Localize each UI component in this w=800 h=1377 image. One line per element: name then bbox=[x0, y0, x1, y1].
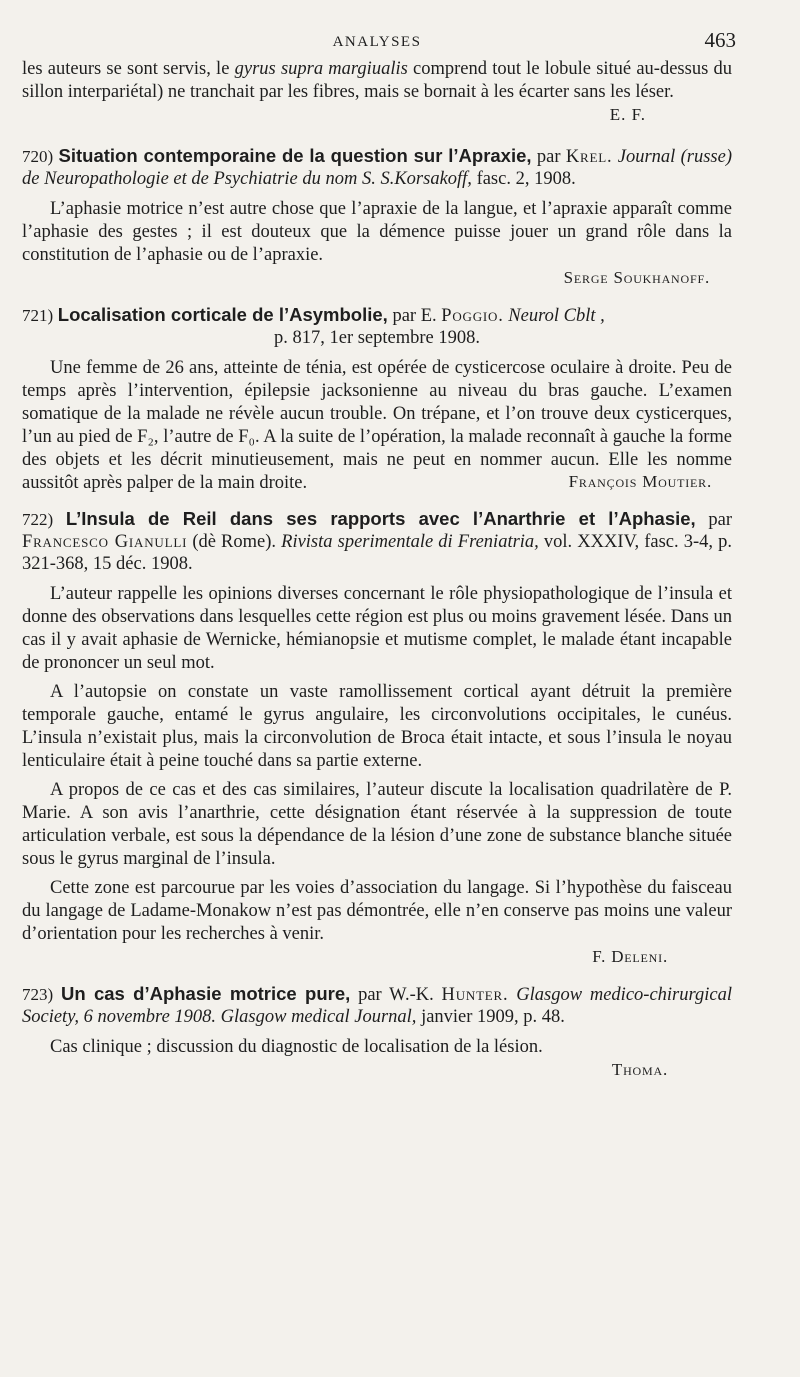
entry-720 bbox=[22, 145, 732, 288]
entry-number: 723) bbox=[22, 985, 54, 1004]
intro-text-end: comprend tout le lobule situé au-dessus du sillon interpariétal) ne tranchait par les fibres, mais se bornait à les écarter sans les léser. bbox=[22, 59, 732, 102]
entry-title: Localisation corticale de l’Asymbolie, bbox=[57, 304, 388, 325]
intro-paragraph-block bbox=[22, 58, 732, 125]
signature: F. Deleni. bbox=[592, 947, 668, 966]
running-head: ANALYSES bbox=[332, 34, 422, 50]
entry-paragraph: Cette zone est parcourue par les voies d’association du langage. Si l’hypothèse du faisceau du langage de Ladame-Monakow n’est pas démontrée, elle n’en conserve pas moins une valeur d’orientation pour les recherches à venir. bbox=[22, 878, 732, 944]
entry-723 bbox=[22, 983, 732, 1080]
page-number: 463 bbox=[704, 28, 736, 52]
signature: Serge Soukhanoff. bbox=[563, 268, 710, 287]
entry-number: 720) bbox=[22, 147, 54, 166]
entry-by: par E. bbox=[387, 306, 442, 326]
entry-details: vol. XXXIV, fasc. 3-4, p. 321-368, 15 déc. 1908. bbox=[22, 532, 733, 574]
page-header bbox=[22, 28, 736, 58]
entry-details: fasc. 2, 1908. bbox=[471, 169, 576, 189]
entry-paragraph: L’aphasie motrice n’est autre chose que l’apraxie de la langue, et l’apraxie apparaît comme l’aphasie des gestes ; il est douteux que la démence puisse jouer un grand rôle dans la constitution de l’aphasie ou de l’apraxie. bbox=[22, 199, 732, 265]
entry-by: par bbox=[695, 510, 733, 530]
intro-text-start: les auteurs se sont servis, le bbox=[22, 59, 235, 79]
entry-paragraph: A propos de ce cas et des cas similaires, l’auteur discute la localisation quadrilatère de P. Marie. A son avis l’anarthrie, cette désignation étant réservée à la suppression de toute articulation verbale, est sous la dépendance de la lésion d’une zone de substance blanche située sous le gyrus marginal de l’insula. bbox=[22, 780, 732, 869]
entry-journal: Glasgow medico-chirurgical Society, 6 novembre 1908. Glasgow medical Journal, bbox=[22, 985, 732, 1027]
entry-details: janvier 1909, p. 48. bbox=[416, 1007, 565, 1027]
entry-721 bbox=[22, 304, 732, 492]
signature: E. F. bbox=[609, 105, 646, 124]
entry-by: par W.-K. bbox=[350, 985, 442, 1005]
entry-author: Hunter. bbox=[441, 985, 509, 1005]
entry-title: Un cas d’Aphasie motrice pure, bbox=[60, 983, 351, 1004]
entry-paragraph: Cas clinique ; discussion du diagnostic de localisation de la lésion. bbox=[50, 1037, 543, 1057]
entry-journal: Neurol Cblt , bbox=[508, 306, 605, 326]
entry-heading bbox=[22, 304, 732, 349]
entry-paragraph: Une femme de 26 ans, atteinte de ténia, est opérée de cysticercose oculaire à droite. Peu de temps après l’intervention, épilepsie jacksonienne au niveau du bras gauche. L’examen somatique de la malade ne révèle aucun trouble. On trépane, et l’on trouve deux cysticerques, l’un au pied de F₂, l’autre de F₀. A la suite de l’opération, la malade reconnaît à gauche la forme des objets et les décrit minutieusement, mais ne peut en nommer aucun. Elle les nomme aussitôt après palper de la main droite. bbox=[22, 358, 732, 493]
intro-paragraph bbox=[22, 58, 732, 104]
signature: Thoma. bbox=[611, 1060, 668, 1079]
entry-author: Poggio. bbox=[441, 306, 504, 326]
entry-722 bbox=[22, 508, 732, 967]
entry-journal: Rivista sperimentale di Freniatria, bbox=[281, 532, 539, 552]
intro-term: gyrus supra margiualis bbox=[234, 59, 408, 79]
entry-paragraph: A l’autopsie on constate un vaste ramollissement cortical ayant détruit la première temporale gauche, entamé le gyrus angulaire, les circonvolutions occipitales, le cunéus. L’insula n’existait plus, mais la circonvolution de Broca était intacte, et sous l’insula le noyau lenticulaire était à peine touché dans sa partie externe. bbox=[22, 682, 732, 771]
entry-heading bbox=[22, 983, 732, 1028]
entry-author: Francesco Gianulli bbox=[22, 532, 188, 552]
entry-title: L’Insula de Reil dans ses rapports avec l’Anarthrie et l’Aphasie, bbox=[65, 508, 696, 529]
entry-number: 721) bbox=[22, 306, 54, 325]
entry-title: Situation contemporaine de la question sur l’Apraxie, bbox=[58, 145, 532, 166]
entry-by: par bbox=[531, 147, 566, 167]
entry-author-suffix: (dè Rome). bbox=[187, 532, 282, 552]
signature: François Moutier. bbox=[568, 472, 712, 491]
entry-heading bbox=[22, 508, 732, 575]
entry-author: Krel. bbox=[565, 147, 613, 167]
entry-journal: Journal (russe) de Neuropathologie et de Psychiatrie du nom S. S.Korsakoff, bbox=[22, 147, 733, 189]
entry-paragraph: L’auteur rappelle les opinions diverses concernant le rôle physiopathologique de l’insula et donne des observations dans lesquelles cette région est plus ou moins gravement lésée. Dans un cas il y avait aphasie de Wernicke, hémianopsie et mutisme complet, le malade étant incapable de prononcer un seul mot. bbox=[22, 584, 732, 673]
entry-number: 722) bbox=[22, 510, 54, 529]
entry-heading bbox=[22, 145, 732, 190]
page bbox=[22, 28, 736, 1080]
entry-details: p. 817, 1er septembre 1908. bbox=[273, 328, 481, 348]
